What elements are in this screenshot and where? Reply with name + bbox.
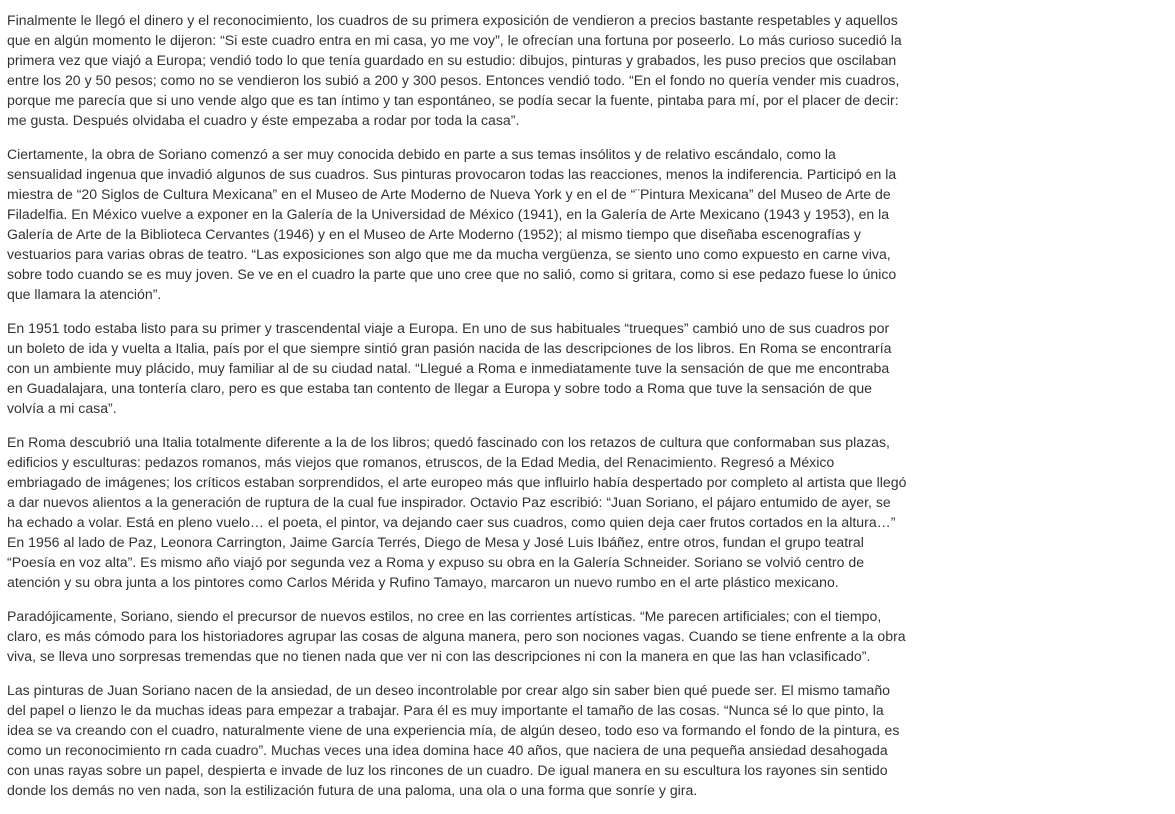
article-paragraph: Ciertamente, la obra de Soriano comenzó a ser muy conocida debido en parte a sus temas insólitos y de relativo escándalo, como la sensualidad ingenua que invadió algunos de sus cuadros. Sus pinturas provocaron todas las reacciones, menos la indiferencia. Participó en la miestra de “20 Siglos de Cultura Mexicana” en el Museo de Arte Moderno de Nueva York y en el de “¨Pintura Mexicana” del Museo de Arte de Filadelfia. En México vuelve a exponer en la Galería de la Universidad de México (1941), en la Galería de Arte Mexicano (1943 y 1953), en la Galería de Arte de la Biblioteca Cervantes (1946) y en el Museo de Arte Moderno (1952); al mismo tiempo que diseñaba escenografías y vestuarios para varias obras de teatro. “Las exposiciones son algo que me da mucha vergüenza, se siento uno como expuesto en carne viva, sobre todo cuando se es muy joven. Se ve en el cuadro la parte que uno cree que no salió, como si gritara, como si ese pedazo fuese lo único que llamara la atención”. (7, 146, 897, 302)
article-paragraph: Finalmente le llegó el dinero y el reconocimiento, los cuadros de su primera exposición de vendieron a precios bastante respetables y aquellos que en algún momento le dijeron: “Si este cuadro entra en mi casa, yo me voy”, le ofrecían una fortuna por poseerlo. Lo más curioso sucedió la primera vez que viajó a Europa; vendió todo lo que tenía guardado en su estudio: dibujos, pinturas y grabados, les puso precios que oscilaban entre los 20 y 50 pesos; como no se vendieron los subió a 200 y 300 pesos. Entonces vendió todo. “En el fondo no quería vender mis cuadros, porque me parecía que si uno vende algo que es tan íntimo y tan espontáneo, se podía secar la fuente, pintaba para mí, por el placer de decir: me gusta. Después olvidaba el cuadro y éste empezaba a rodar por toda la casa”. (7, 12, 902, 128)
article-paragraph: En Roma descubrió una Italia totalmente diferente a la de los libros; quedó fascinado con los retazos de cultura que conformaban sus plazas, edificios y esculturas: pedazos romanos, más viejos que romanos, etruscos, de la Edad Media, del Renacimiento. Regresó a México embriagado de imágenes; los críticos estaban sorprendidos, el arte europeo más que influirlo había despertado por completo al artista que llegó a dar nuevos alientos a la generación de ruptura de la cual fue inspirador. Octavio Paz escribió: “Juan Soriano, el pájaro entumido de ayer, se ha echado a volar. Está en pleno vuelo… el poeta, el pintor, va dejando caer sus cuadros, como quien deja caer frutos cortados en la altura…” En 1956 al lado de Paz, Leonora Carrington, Jaime García Terrés, Diego de Mesa y José Luis Ibáñez, entre otros, fundan el grupo teatral “Poesía en voz alta”. Es mismo año viajó por segunda vez a Roma y expuso su obra en la Galería Schneider. Soriano se volvió centro de atención y su obra junta a los pintores como Carlos Mérida y Rufino Tamayo, marcaron un nuevo rumbo en el arte plástico mexicano. (7, 434, 907, 590)
article-body (7, 10, 907, 814)
article-paragraph: En 1951 todo estaba listo para su primer y trascendental viaje a Europa. En uno de sus habituales “trueques” cambió uno de sus cuadros por un boleto de ida y vuelta a Italia, país por el que siempre sintió gran pasión nacida de las descripciones de los libros. En Roma se encontraría con un ambiente muy plácido, muy familiar al de su ciudad natal. “Llegué a Roma e inmediatamente tuve la sensación de que me encontraba en Guadalajara, una tontería claro, pero es que estaba tan contento de llegar a Europa y sobre todo a Roma que tuve la sensación de que volvía a mi casa”. (7, 320, 892, 416)
article-paragraph: Las pinturas de Juan Soriano nacen de la ansiedad, de un deseo incontrolable por crear algo sin saber bien qué puede ser. El mismo tamaño del papel o lienzo le da muchas ideas para empezar a trabajar. Para él es muy importante el tamaño de las cosas. “Nunca sé lo que pinto, la idea se va creando con el cuadro, naturalmente viene de una experiencia mía, de algún deseo, todo eso va formando el fondo de la pintura, es como un reconocimiento rn cada cuadro”. Muchas veces una idea domina hace 40 años, que naciera de una pequeña ansiedad desahogada con unas rayas sobre un papel, despierta e invade de luz los rincones de un cuadro. De igual manera en su escultura los rayones sin sentido donde los demás no ven nada, son la estilización futura de una paloma, una ola o una forma que sonríe y gira. (7, 682, 900, 798)
article-paragraph: Paradójicamente, Soriano, siendo el precursor de nuevos estilos, no cree en las corrientes artísticas. “Me parecen artificiales; con el tiempo, claro, es más cómodo para los historiadores agrupar las cosas de alguna manera, pero son nociones vagas. Cuando se tiene enfrente a la obra viva, se lleva uno sorpresas tremendas que no tienen nada que ver ni con las descripciones ni con la manera en que las han vclasificado”. (7, 608, 906, 664)
